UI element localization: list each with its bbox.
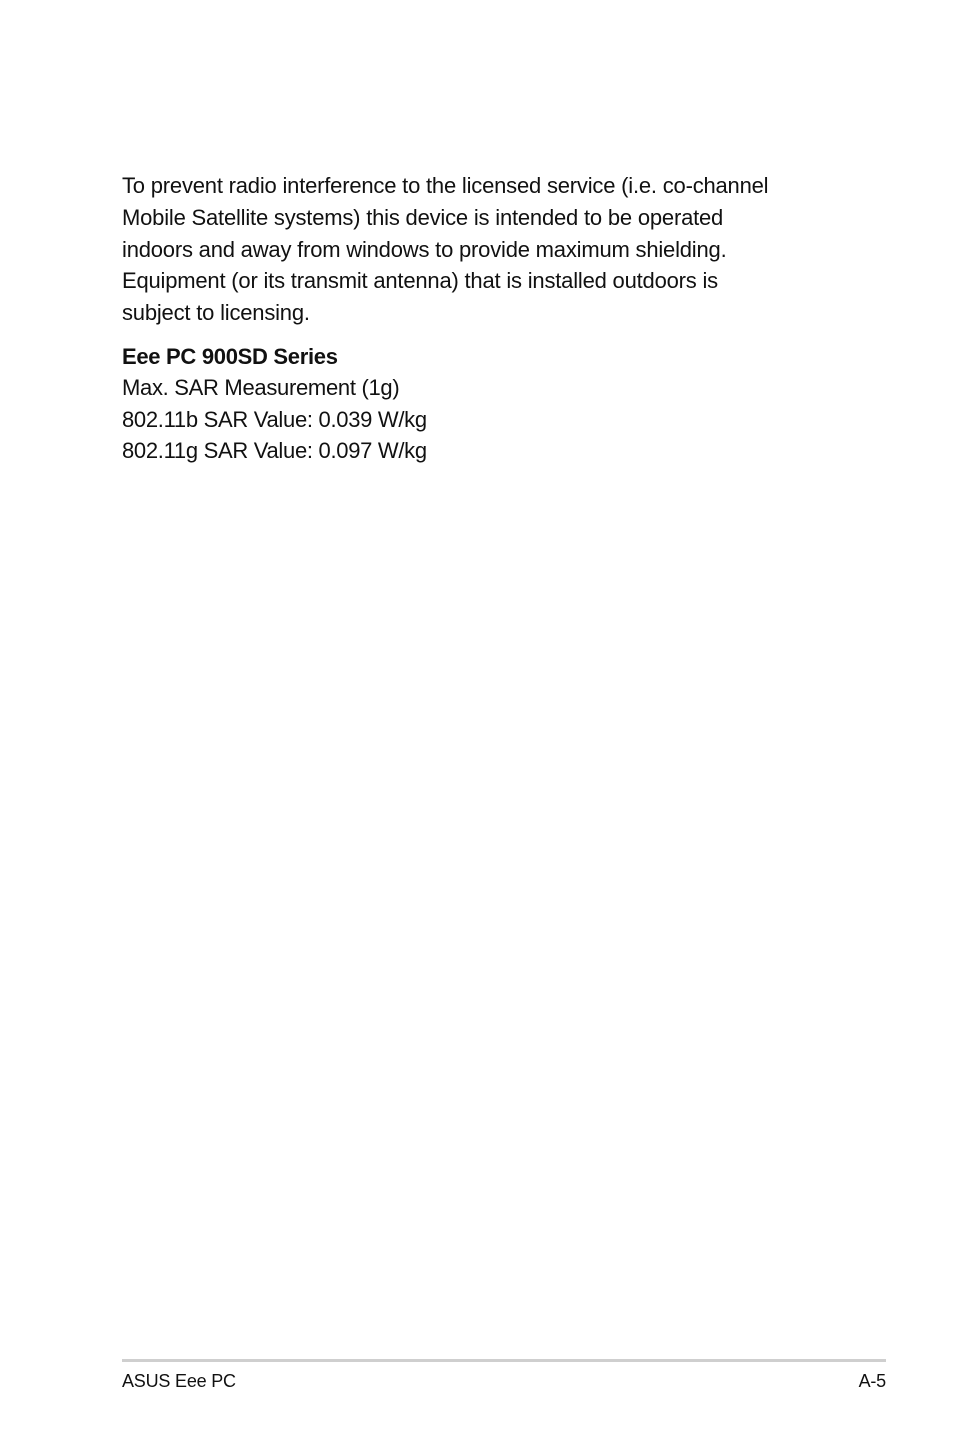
sar-value-80211b: 802.11b SAR Value: 0.039 W/kg (122, 406, 427, 432)
sar-spec-block (122, 341, 842, 467)
paragraph-line: Mobile Satellite systems) this device is intended to be operated (122, 204, 724, 230)
series-title: Eee PC 900SD Series (122, 343, 338, 369)
page-content (122, 170, 842, 467)
paragraph-line: Equipment (or its transmit antenna) that is installed outdoors is (122, 268, 718, 294)
sar-value-80211g: 802.11g SAR Value: 0.097 W/kg (122, 438, 427, 464)
footer-product-name: ASUS Eee PC (122, 1371, 236, 1391)
paragraph-line: indoors and away from windows to provide maximum shielding. (122, 236, 727, 262)
footer-page-number: A-5 (858, 1371, 886, 1391)
footer-divider (122, 1359, 886, 1362)
paragraph-line: To prevent radio interference to the licensed service (i.e. co-channel (122, 173, 769, 198)
sar-measurement-label: Max. SAR Measurement (1g) (122, 375, 400, 401)
paragraph-line: subject to licensing. (122, 300, 310, 326)
licensing-paragraph (122, 170, 842, 329)
